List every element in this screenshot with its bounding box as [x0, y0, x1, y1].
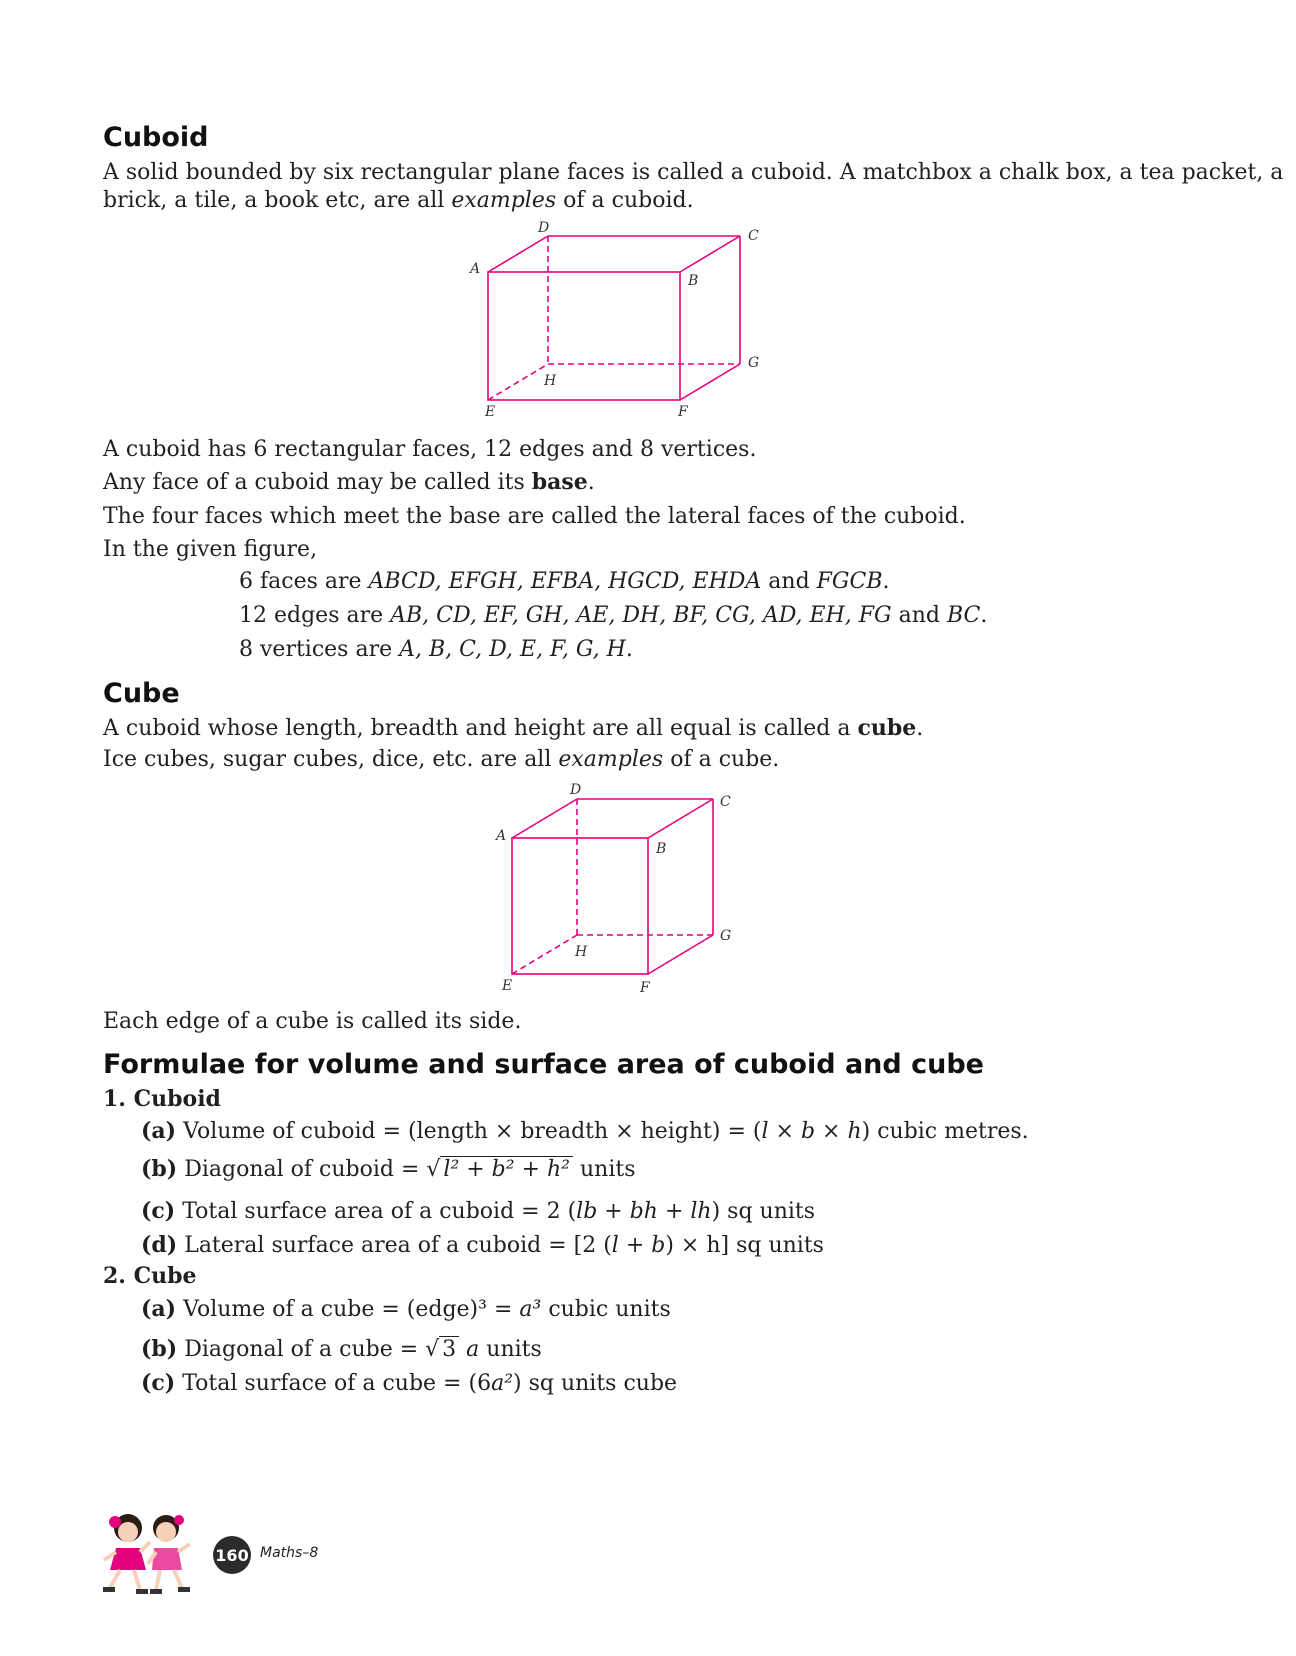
- formula-label: (a): [141, 1296, 177, 1322]
- fact-end: .: [587, 470, 595, 495]
- formula-label: (c): [141, 1370, 176, 1396]
- boy-figure-icon: [148, 1515, 190, 1594]
- cube-def-end: .: [916, 716, 924, 741]
- formula-label: (b): [141, 1156, 178, 1182]
- intro-text: brick, a tile, a book etc, are all: [103, 188, 452, 213]
- cube-label-b: B: [656, 841, 667, 857]
- vertices-end: .: [625, 637, 633, 662]
- cube-ex-emphasis: examples: [558, 747, 664, 772]
- formula-label: (d): [141, 1232, 178, 1258]
- cuboid-label-g: G: [748, 355, 760, 371]
- cube-def-bold: cube: [857, 715, 917, 741]
- formula-end: ) cubic metres.: [861, 1119, 1029, 1144]
- cuboid-vertices-line: [239, 635, 633, 664]
- formulae-heading: Formulae for volume and surface area of cuboid and cube: [103, 1049, 984, 1080]
- cuboid-label-f: F: [678, 404, 688, 420]
- cuboid-fact-1: A cuboid has 6 rectangular faces, 12 edges and 8 vertices.: [103, 437, 757, 462]
- vertices-list: A, B, C, D, E, F, G, H: [399, 637, 626, 662]
- formula-end: ) sq units: [711, 1199, 816, 1224]
- cube-edge-fg: [648, 935, 713, 974]
- cuboid-label-d: D: [538, 220, 550, 236]
- cuboid-faces-line: [239, 567, 890, 596]
- cuboid-edge-fg: [680, 364, 740, 400]
- formula-text: Lateral surface area of a cuboid = [2 (: [184, 1233, 612, 1258]
- formula-math: l² + b² + h²: [440, 1156, 573, 1182]
- cuboid-label-e: E: [485, 404, 496, 420]
- cube-ex-text: Ice cubes, sugar cubes, dice, etc. are all: [103, 747, 559, 772]
- formula-end: cubic units: [541, 1297, 671, 1322]
- cube-label-d: D: [570, 782, 582, 798]
- faces-and: and: [761, 569, 817, 594]
- formula-math: a³: [519, 1297, 542, 1322]
- formula-var: a: [459, 1337, 480, 1362]
- formula-cuboid-volume: [141, 1117, 1029, 1146]
- formula-math: l + b: [611, 1233, 666, 1258]
- cube-def-text: A cuboid whose length, breadth and height are all equal is called a: [103, 716, 858, 741]
- formulae-cube-title: 2. Cube: [103, 1263, 197, 1289]
- fact-text: Any face of a cuboid may be called its: [103, 470, 532, 495]
- formula-cube-diagonal: [141, 1335, 542, 1364]
- cube-label-c: C: [720, 794, 731, 810]
- cuboid-edge-bc: [680, 236, 740, 272]
- formula-label: (a): [141, 1118, 177, 1144]
- cube-label-a: A: [496, 828, 507, 844]
- kids-illustration-icon: [100, 1508, 196, 1600]
- edges-prefix: 12 edges are: [239, 603, 391, 628]
- cuboid-label-a: A: [470, 261, 481, 277]
- formulae-cuboid-title: 1. Cuboid: [103, 1086, 221, 1112]
- formula-end: units: [479, 1337, 542, 1362]
- cuboid-heading: Cuboid: [103, 122, 209, 153]
- faces-list: ABCD, EFGH, EFBA, HGCD, EHDA: [368, 569, 762, 594]
- cube-edge-bc: [648, 799, 713, 838]
- cube-definition: [103, 714, 923, 743]
- formula-text: Diagonal of a cube = √: [184, 1337, 440, 1362]
- page-number-badge: 160: [213, 1536, 251, 1574]
- formula-end: units: [573, 1157, 636, 1182]
- cube-hidden-edge-eh: [512, 935, 577, 974]
- formula-cube-volume: [141, 1295, 671, 1324]
- cuboid-edges-line: [239, 601, 987, 630]
- faces-end: .: [882, 569, 890, 594]
- formula-label: (c): [141, 1198, 176, 1224]
- fact-bold: base: [531, 469, 588, 495]
- formula-text: Total surface of a cube = (6: [182, 1371, 492, 1396]
- cube-figure: [490, 780, 760, 995]
- cuboid-fact-2: [103, 468, 595, 497]
- cuboid-fact-4: In the given figure,: [103, 537, 318, 562]
- vertices-prefix: 8 vertices are: [239, 637, 400, 662]
- cuboid-label-h: H: [544, 373, 557, 389]
- cuboid-fact-3: The four faces which meet the base are called the lateral faces of the cuboid.: [103, 504, 966, 529]
- cuboid-front-face: [488, 272, 680, 400]
- formula-math: lb + bh + lh: [576, 1199, 712, 1224]
- cuboid-figure: [460, 218, 780, 426]
- faces-prefix: 6 faces are: [239, 569, 369, 594]
- faces-last: FGCB: [816, 569, 883, 594]
- formula-cube-tsa: [141, 1369, 677, 1398]
- cuboid-intro-line-1: A solid bounded by six rectangular plane faces is called a cuboid. A matchbox a chalk box, a tea packet, a: [103, 160, 1284, 185]
- formula-math: 3: [439, 1336, 459, 1362]
- cuboid-hidden-edge-eh: [488, 364, 548, 400]
- intro-emphasis: examples: [451, 188, 557, 213]
- formula-text: Diagonal of cuboid = √: [184, 1157, 441, 1182]
- cube-side-note: Each edge of a cube is called its side.: [103, 1009, 522, 1034]
- formula-cuboid-tsa: [141, 1197, 815, 1226]
- cube-label-h: H: [575, 944, 588, 960]
- formula-label: (b): [141, 1336, 178, 1362]
- formula-text: Volume of cuboid = (length × breadth × height) = (: [183, 1119, 762, 1144]
- formula-end: ) sq units cube: [513, 1371, 678, 1396]
- cuboid-edge-ad: [488, 236, 548, 272]
- cuboid-intro-line-2: [103, 186, 694, 215]
- cube-label-g: G: [720, 928, 732, 944]
- formula-text: Total surface area of a cuboid = 2 (: [182, 1199, 577, 1224]
- formula-cuboid-diagonal: [141, 1155, 636, 1184]
- cube-label-f: F: [640, 980, 650, 995]
- edges-last: BC: [946, 603, 981, 628]
- cube-label-e: E: [502, 978, 513, 994]
- cube-ex-end: of a cube.: [663, 747, 780, 772]
- formula-text: Volume of a cube = (edge)³ =: [183, 1297, 520, 1322]
- formula-math: l × b × h: [761, 1119, 862, 1144]
- intro-text-end: of a cuboid.: [556, 188, 694, 213]
- book-title: Maths–8: [260, 1545, 319, 1561]
- cuboid-label-b: B: [688, 273, 699, 289]
- edges-list: AB, CD, EF, GH, AE, DH, BF, CG, AD, EH, FG: [390, 603, 892, 628]
- edges-and: and: [891, 603, 947, 628]
- cube-examples: [103, 745, 779, 774]
- formula-end: ) × h] sq units: [665, 1233, 824, 1258]
- cube-heading: Cube: [103, 678, 180, 709]
- formula-cuboid-lsa: [141, 1231, 824, 1260]
- cube-edge-ad: [512, 799, 577, 838]
- cuboid-label-c: C: [748, 228, 759, 244]
- edges-end: .: [980, 603, 988, 628]
- formula-math: a²: [491, 1371, 514, 1396]
- girl-figure-icon: [103, 1514, 150, 1594]
